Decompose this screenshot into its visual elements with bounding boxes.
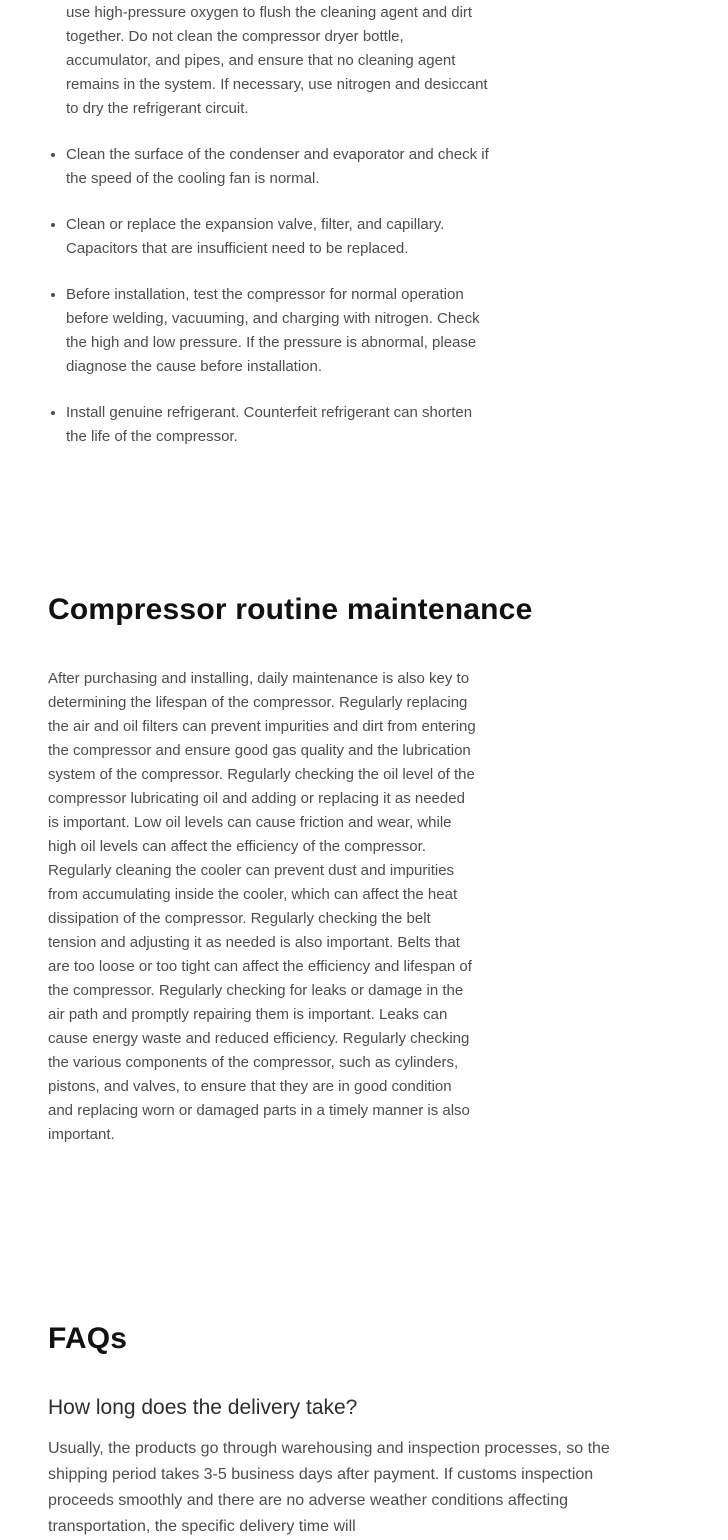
routine-maintenance-heading: Compressor routine maintenance (48, 593, 533, 626)
faqs-heading: FAQs (48, 1322, 128, 1355)
list-item-continuation: use high-pressure oxygen to flush the cleaning agent and dirt together. Do not clean the compressor dryer bottle, accumulator, and pipes, and ensure that no cleaning agent remains in the system. If necessary, use nitrogen and desiccant to dry the refrigerant circuit. (66, 4, 488, 117)
faq-question-delivery-time: How long does the delivery take? (48, 1396, 358, 1419)
list-item: • Before installation, test the compressor for normal operation before welding, vacuuming, and charging with nitrogen. Check the high and low pressure. If the pressure is abnormal, please diagnose the cause before installation. (66, 283, 490, 379)
list-item: • Clean or replace the expansion valve, filter, and capillary. Capacitors that are insufficient need to be replaced. (66, 213, 490, 261)
list-item: • Install genuine refrigerant. Counterfeit refrigerant can shorten the life of the compressor. (66, 401, 490, 449)
faq-answer-delivery-time: Usually, the products go through warehousing and inspection processes, so the shipping period takes 3-5 business days after payment. If customs inspection proceeds smoothly and there are no adverse weather conditions affecting transportation, the specific delivery time will (48, 1440, 610, 1535)
installation-tips-list (48, 1, 490, 449)
list-item: • Clean the surface of the condenser and evaporator and check if the speed of the cooling fan is normal. (66, 143, 490, 191)
routine-maintenance-paragraph: After purchasing and installing, daily maintenance is also key to determining the lifespan of the compressor. Regularly replacing the air and oil filters can prevent impurities and dirt from entering the compressor and ensure good gas quality and the lubrication system of the compressor. Regularly checking the oil level of the compressor lubricating oil and adding or replacing it as needed is important. Low oil levels can cause friction and wear, while high oil levels can affect the efficiency of the compressor. Regularly cleaning the cooler can prevent dust and impurities from accumulating inside the cooler, which can affect the heat dissipation of the compressor. Regularly checking the belt tension and adjusting it as needed is also important. Belts that are too loose or too tight can affect the efficiency and lifespan of the compressor. Regularly checking for leaks or damage in the air path and promptly repairing them is important. Leaks can cause energy waste and reduced efficiency. Regularly checking the various components of the compressor, such as cylinders, pistons, and valves, to ensure that they are in good condition and replacing worn or damaged parts in a timely manner is also important. (48, 670, 476, 1143)
